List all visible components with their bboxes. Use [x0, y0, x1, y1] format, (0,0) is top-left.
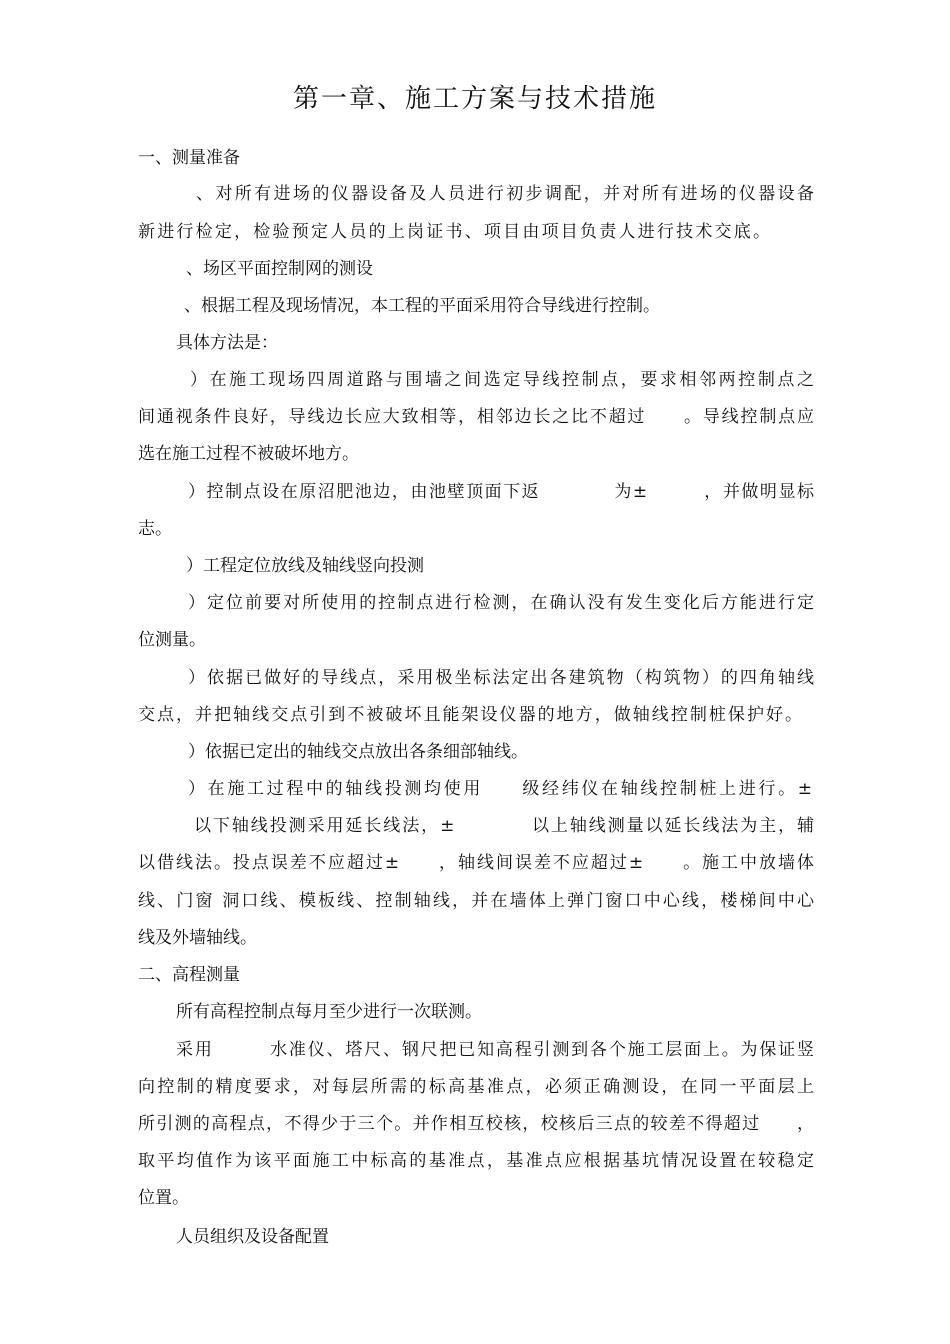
paragraph-line: ）依据已做好的导线点，采用极坐标法定出各建筑物（构筑物）的四角轴线 [188, 668, 814, 688]
paragraph-line: 间通视条件良好，导线边长应大致相等，相邻边长之比不超过 。导线控制点应 [138, 407, 814, 427]
paragraph-line: 向控制的精度要求，对每层所需的标高基准点，必须正确测设，在同一平面层上 [138, 1077, 814, 1097]
paragraph-line: ）工程定位放线及轴线竖向投测 [186, 556, 424, 576]
paragraph-line: 具体方法是： [176, 333, 278, 353]
paragraph-line: ）依据已定出的轴线交点放出各条细部轴线。 [188, 742, 528, 762]
paragraph-line: 以借线法。投点误差不应超过± ，轴线间误差不应超过± 。施工中放墙体 [138, 853, 814, 873]
section-heading-survey-prep: 一、测量准备 [138, 148, 240, 168]
paragraph-line: 以下轴线投测采用延长线法，± 以上轴线测量以延长线法为主，辅 [194, 816, 814, 836]
page-title: 第一章、施工方案与技术措施 [292, 84, 657, 114]
paragraph-line: 、对所有进场的仪器设备及人员进行初步调配，并对所有进场的仪器设备 [196, 184, 814, 204]
section-heading-elevation-survey: 二、高程测量 [138, 965, 240, 985]
paragraph-line: 采用 水准仪、塔尺、钢尺把已知高程引测到各个施工层面上。为保证竖 [176, 1040, 814, 1060]
paragraph-line: ）控制点设在原沼肥池边，由池壁顶面下返 为± ，并做明显标 [188, 482, 814, 502]
paragraph-line: 新进行检定，检验预定人员的上岗证书、项目由项目负责人进行技术交底。 [138, 222, 770, 242]
paragraph-line: ）定位前要对所使用的控制点进行检测，在确认没有发生变化后方能进行定 [188, 593, 814, 613]
paragraph-line: ）在施工现场四周道路与围墙之间选定导线控制点，要求相邻两控制点之 [190, 370, 814, 390]
paragraph-line: 所引测的高程点，不得少于三个。并作相互校核，校核后三点的较差不得超过 ， [138, 1114, 814, 1134]
paragraph-line: ）在施工过程中的轴线投测均使用 级经纬仪在轴线控制桩上进行。± [188, 779, 812, 799]
paragraph-line: 所有高程控制点每月至少进行一次联测。 [176, 1002, 482, 1022]
paragraph-line: 取平均值作为该平面施工中标高的基准点，基准点应根据基坑情况设置在较稳定 [138, 1151, 814, 1171]
paragraph-line: 位置。 [138, 1188, 189, 1208]
subsection-heading-staff-equipment: 人员组织及设备配置 [176, 1227, 329, 1247]
paragraph-line: 、根据工程及现场情况，本工程的平面采用符合导线进行控制。 [184, 296, 660, 316]
paragraph-line: 选在施工过程不被破坏地方。 [138, 444, 359, 464]
paragraph-line: 位测量。 [138, 630, 206, 650]
paragraph-line: 志。 [138, 519, 172, 539]
paragraph-line: 交点，并把轴线交点引到不被破坏且能架设仪器的地方，做轴线控制桩保护好。 [138, 705, 802, 725]
paragraph-line: 线、门窗 洞口线、模板线、控制轴线，并在墙体上弹门窗口中心线，楼梯间中心 [138, 891, 814, 911]
paragraph-line: 线及外墙轴线。 [138, 928, 257, 948]
paragraph-line: 、场区平面控制网的测设 [186, 259, 373, 279]
